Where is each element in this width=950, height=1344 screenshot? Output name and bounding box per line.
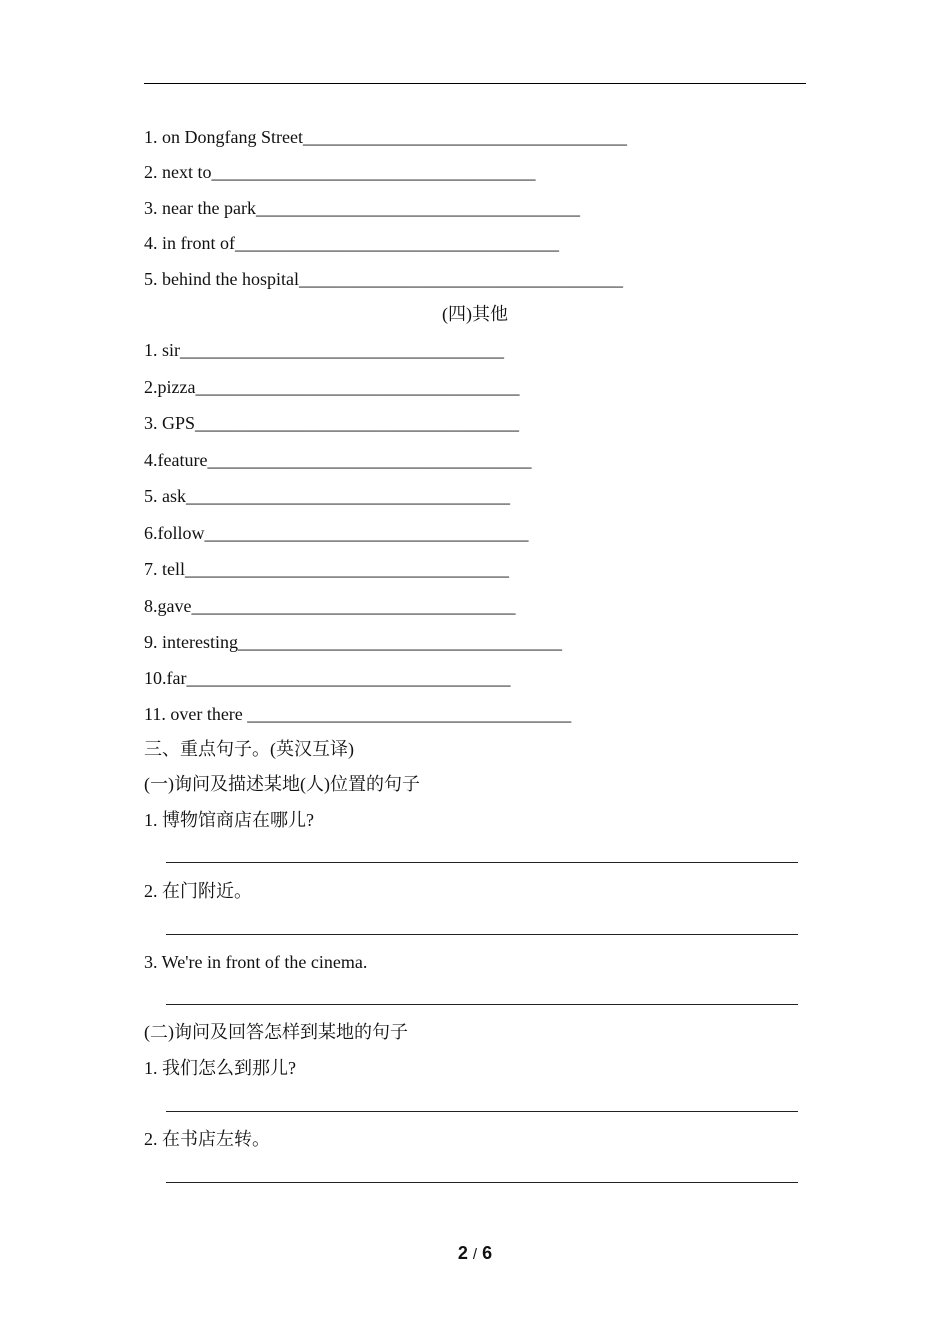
answer-line[interactable] <box>166 1111 798 1112</box>
other-item-1: 1. sir____________________________________ <box>144 340 504 360</box>
part1-question-3: 3. We're in front of the cinema. <box>144 952 368 972</box>
answer-line[interactable] <box>166 1182 798 1183</box>
location-item-5: 5. behind the hospital____________________________________ <box>144 269 623 289</box>
header-rule <box>144 83 806 84</box>
total-pages: 6 <box>482 1243 493 1263</box>
other-item-11: 11. over there ____________________________________ <box>144 704 572 724</box>
other-item-7: 7. tell____________________________________ <box>144 559 509 579</box>
location-item-2: 2. next to____________________________________ <box>144 162 536 182</box>
part2-question-1: 1. 我们怎么到那儿? <box>144 1058 296 1078</box>
other-item-8: 8.gave____________________________________ <box>144 596 516 616</box>
section3-title: 三、重点句子。(英汉互译) <box>144 739 354 759</box>
answer-line[interactable] <box>166 934 798 935</box>
part1-question-1: 1. 博物馆商店在哪儿? <box>144 810 314 830</box>
answer-line[interactable] <box>166 862 798 863</box>
other-item-9: 9. interesting____________________________________ <box>144 632 562 652</box>
location-item-1: 1. on Dongfang Street____________________________________ <box>144 127 627 147</box>
other-item-3: 3. GPS____________________________________ <box>144 413 520 433</box>
part2-heading: (二)询问及回答怎样到某地的句子 <box>144 1022 408 1042</box>
other-item-2: 2.pizza____________________________________ <box>144 377 520 397</box>
part1-heading: (一)询问及描述某地(人)位置的句子 <box>144 774 420 794</box>
other-item-6: 6.follow____________________________________ <box>144 523 529 543</box>
location-item-4: 4. in front of____________________________________ <box>144 233 559 253</box>
others-heading: (四)其他 <box>442 304 508 324</box>
part2-question-2: 2. 在书店左转。 <box>144 1129 270 1149</box>
location-item-3: 3. near the park____________________________________ <box>144 198 580 218</box>
answer-line[interactable] <box>166 1004 798 1005</box>
page-separator: / <box>472 1246 478 1263</box>
part1-question-2: 2. 在门附近。 <box>144 881 252 901</box>
current-page: 2 <box>457 1243 468 1263</box>
other-item-5: 5. ask____________________________________ <box>144 486 510 506</box>
page-number <box>0 1242 950 1266</box>
other-item-4: 4.feature____________________________________ <box>144 450 532 470</box>
other-item-10: 10.far____________________________________ <box>144 668 511 688</box>
